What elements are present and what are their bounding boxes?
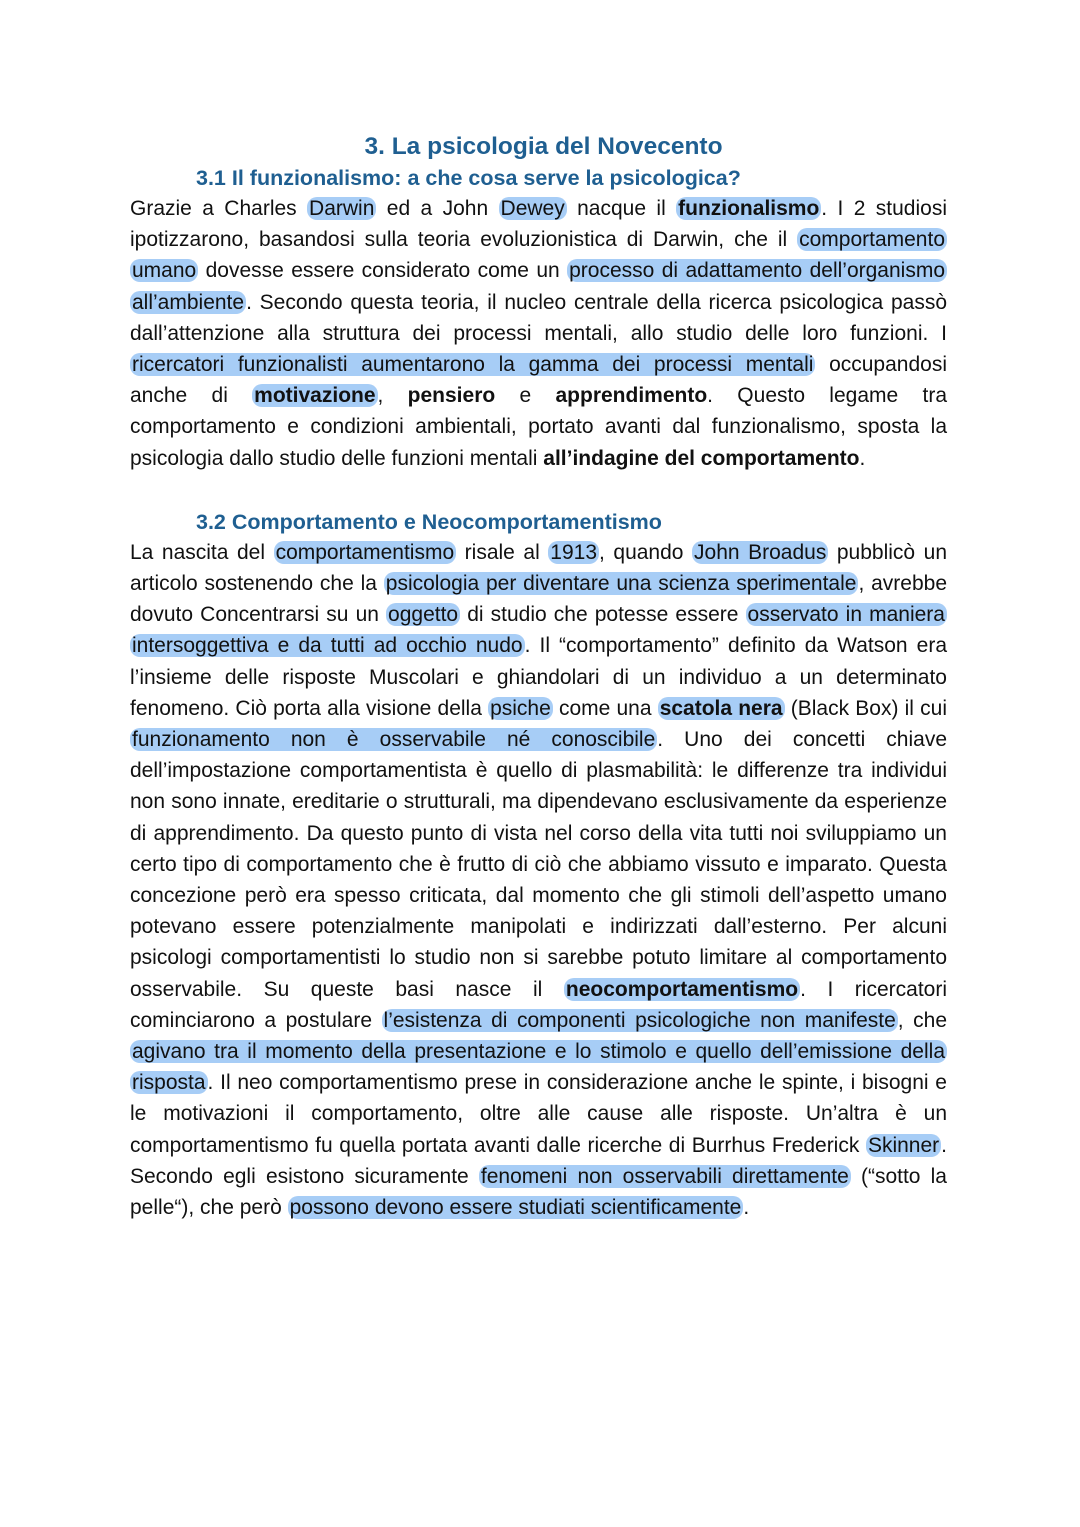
text-run: . — [859, 446, 866, 470]
highlight: funzionamento non è osservabile né conoscibile — [132, 728, 656, 752]
highlight: comportamentismo — [275, 540, 455, 564]
highlight: fenomeni non osservabili direttamente — [480, 1164, 849, 1188]
bold-term: pensiero — [407, 384, 496, 408]
section-3-1-paragraph — [130, 193, 947, 474]
highlight: psiche — [490, 696, 551, 720]
text-run: pubblicò un articolo sostenendo che la — [130, 540, 948, 596]
document-page — [130, 130, 947, 1223]
highlight: psicologia per diventare una scienza sperimentale — [385, 572, 857, 596]
section-3-2-paragraph — [130, 537, 947, 1223]
text-run: . Il “comportamento” definito da Watson era l’insieme delle risposte Muscolari e ghiandolari di un individuo a un determinato fenomeno. Ciò porta alla visione della — [130, 634, 947, 720]
text-run: , avrebbe dovuto Concentrarsi su un — [130, 572, 947, 627]
highlight: agivano tra il momento della presentazione e lo stimolo e quello dell’emissione della risposta — [132, 1040, 945, 1095]
section-3-2-heading: 3.2 Comportamento e Neocomportamentismo — [196, 509, 662, 534]
text-run: . I 2 studiosi ipotizzarono, basandosi sulla teoria evoluzionistica di Darwin, che il — [130, 197, 947, 252]
bold-term: apprendimento — [555, 384, 708, 408]
text-run: nacque il — [566, 197, 677, 220]
text-run: come una — [552, 696, 658, 720]
text-run: , che — [897, 1008, 947, 1032]
text-run: (“sotto la pelle“), che però — [130, 1164, 947, 1220]
text-run: occupandosi anche di — [130, 353, 947, 408]
chapter-title: 3. La psicologia del Novecento — [364, 133, 723, 160]
text-run: . I ricercatori cominciarono a postulare — [130, 977, 947, 1032]
bold-term: all’indagine del comportamento — [543, 446, 860, 470]
text-run: risale al — [456, 540, 549, 564]
text-run: , quando — [599, 540, 693, 564]
text-run: . Secondo questa teoria, il nucleo centrale della ricerca psicologica passò dall’attenzione alla struttura dei processi mentali, allo studio delle loro funzioni. I — [130, 290, 947, 345]
text-run: La nascita del — [130, 540, 274, 564]
highlight-bold: neocomportamentismo — [565, 977, 799, 1001]
highlight-bold: scatola nera — [659, 696, 783, 720]
text-run: di studio che potesse essere — [460, 603, 746, 627]
highlight: osservato in maniera intersoggettiva e da tutti ad occhio nudo — [132, 603, 945, 658]
text-run: . Il neo comportamentismo prese in considerazione anche le spinte, i bisogni e le motivazioni il comportamento, oltre alle cause alle risposte. Un’altra è un comportamentismo fu quella portata avanti dalle ricerche di Burrhus Frederick — [130, 1071, 947, 1157]
text-run: . Secondo egli esistono sicuramente — [130, 1133, 947, 1188]
text-run: . — [743, 1196, 750, 1220]
highlight: Skinner — [867, 1133, 940, 1157]
highlight: possono devono essere studiati scientificamente — [289, 1196, 742, 1220]
text-run: ed a John — [376, 197, 499, 220]
text-run: . Questo legame tra comportamento e condizioni ambientali, portato avanti dal funzionalismo, sposta la psicologia dallo studio delle funzioni mentali — [130, 384, 947, 470]
highlight: oggetto — [388, 603, 459, 627]
highlight: processo di adattamento dell’organismo all’ambiente — [132, 259, 945, 314]
highlight: Dewey — [500, 197, 565, 220]
highlight: l’esistenza di componenti psicologiche non manifeste — [383, 1008, 896, 1032]
section-3-1-heading: 3.1 Il funzionalismo: a che cosa serve la psicologica? — [196, 166, 741, 190]
highlight: comportamento umano — [132, 228, 945, 283]
highlight-bold: funzionalismo — [678, 197, 820, 220]
text-run: dovesse essere considerato come un — [198, 259, 568, 283]
text-run: , — [377, 384, 408, 408]
highlight-bold: motivazione — [254, 384, 376, 408]
highlight: 1913 — [550, 540, 598, 564]
text-run: Grazie a Charles — [130, 197, 308, 220]
highlight: John Broadus — [694, 540, 827, 564]
text-run: (Black Box) il cui — [784, 696, 947, 720]
highlight: ricercatori funzionalisti aumentarono la gamma dei processi mentali — [132, 353, 814, 377]
highlight: Darwin — [309, 197, 375, 220]
text-run: . Uno dei concetti chiave dell’impostazione comportamentista è quello di plasmabilità: le differenze tra individui non sono innate, ereditarie o strutturali, ma dipendevano esclusivamente da esperienze di apprendimento. Da questo punto di vista nel corso della vita tutti noi sviluppiamo un certo tipo di comportamento che è frutto di ciò che abbiamo vissuto e imparato. Questa concezione però era spesso criticata, dal momento che gli stimoli dell’aspetto umano potevano essere potenzialmente manipolati e indirizzati dall’esterno. Per alcuni psicologi comportamentisti lo studio non si sarebbe potuto limitare al comportamento osservabile. Su queste basi nasce il — [130, 728, 948, 1001]
text-run: e — [495, 384, 556, 408]
